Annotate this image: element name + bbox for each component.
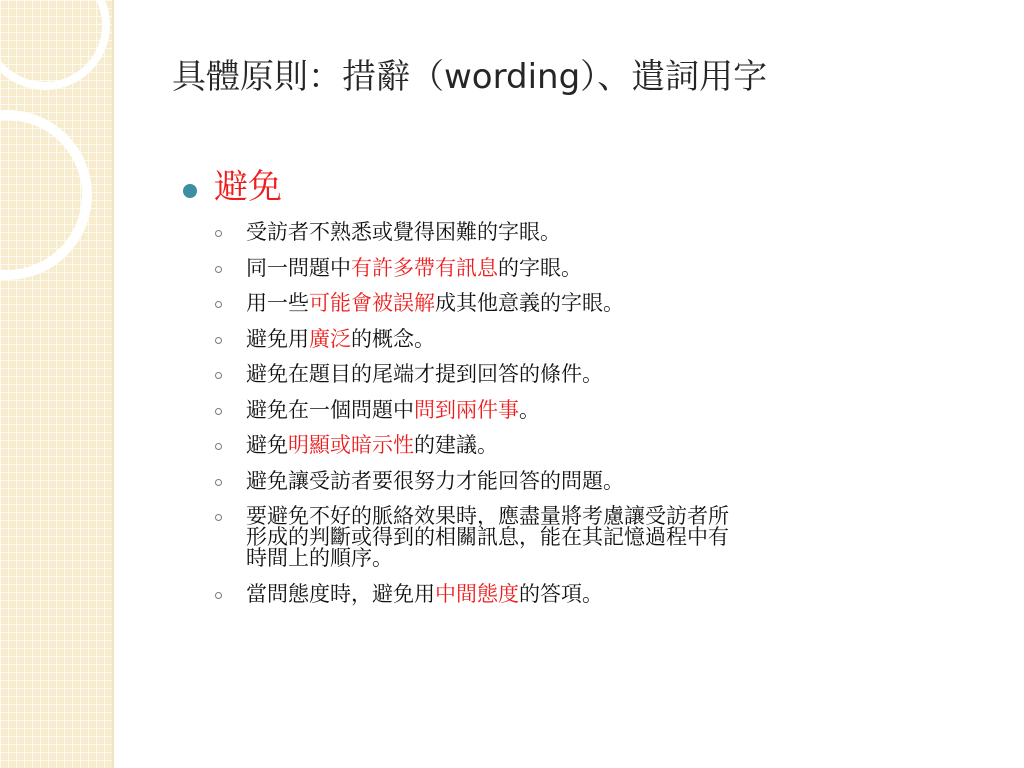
text-segment: 避免用 [246, 326, 309, 351]
list-item [180, 468, 970, 493]
hollow-bullet-icon [215, 337, 222, 344]
text-segment: 避免讓受訪者要很努力才能回答的問題。 [246, 468, 624, 493]
list-item [180, 506, 970, 569]
list-item-text [246, 364, 970, 385]
list-item-text [246, 326, 970, 351]
list-item [180, 222, 970, 243]
hollow-bullet-icon [215, 301, 222, 308]
text-segment: 要避免不好的脈絡效果時，應盡量將考慮讓受訪者所 形成的判斷或得到的相關訊息，能在其記憶過程中有 時間上的順序。 [246, 504, 729, 570]
list-item-text [246, 293, 970, 314]
text-segment: 避免在一個問題中 [246, 397, 414, 422]
text-segment: 同一問題中 [246, 255, 351, 280]
list-item-text [246, 468, 970, 493]
text-segment: 的概念。 [351, 326, 435, 351]
hollow-bullet-icon [215, 479, 222, 486]
list-item [180, 435, 970, 456]
hollow-bullet-icon [215, 408, 222, 415]
decorative-side-band [0, 0, 112, 768]
avoid-list [180, 222, 970, 605]
hollow-bullet-icon [215, 230, 222, 237]
list-item [180, 255, 970, 280]
text-segment: 的字眼。 [498, 255, 582, 280]
main-bullet-item [180, 160, 970, 212]
text-segment: 當問態度時，避免用 [246, 581, 435, 606]
list-item-text [246, 506, 970, 569]
main-bullet-label: 避免 [214, 167, 282, 207]
slide-title: 具體原則：措辭（wording）、遣詞用字 [172, 57, 768, 97]
hollow-bullet-icon [215, 266, 222, 273]
highlighted-phrase: 有許多帶有訊息 [351, 255, 498, 280]
highlighted-phrase: 問到兩件事 [414, 397, 519, 422]
hollow-bullet-icon [215, 592, 222, 599]
highlighted-phrase: 中間態度 [435, 581, 519, 606]
list-item [180, 397, 970, 422]
text-segment: 受訪者不熟悉或覺得困難的字眼。 [246, 220, 561, 244]
hollow-bullet-icon [215, 372, 222, 379]
highlighted-phrase: 明顯或暗示性 [288, 433, 414, 457]
list-item [180, 364, 970, 385]
text-segment: 避免在題目的尾端才提到回答的條件。 [246, 362, 603, 386]
list-item [180, 326, 970, 351]
list-item-text [246, 435, 970, 456]
list-item-text [246, 397, 970, 422]
hollow-bullet-icon [215, 514, 222, 521]
list-item-text [246, 222, 970, 243]
decorative-divider [112, 0, 114, 768]
bullet-dot-icon [183, 184, 197, 198]
text-segment: 避免 [246, 433, 288, 457]
decorative-circle [0, 110, 92, 280]
hollow-bullet-icon [215, 443, 222, 450]
text-segment: 成其他意義的字眼。 [435, 291, 624, 315]
highlighted-phrase: 廣泛 [309, 326, 351, 351]
list-item-text [246, 255, 970, 280]
list-item [180, 293, 970, 314]
highlighted-phrase: 可能會被誤解 [309, 291, 435, 315]
text-segment: 。 [519, 397, 540, 422]
decorative-circle [0, 0, 110, 90]
text-segment: 的建議。 [414, 433, 498, 457]
text-segment: 用一些 [246, 291, 309, 315]
list-item [180, 581, 970, 606]
slide-body [180, 160, 970, 619]
list-item-text [246, 581, 970, 606]
text-segment: 的答項。 [519, 581, 603, 606]
